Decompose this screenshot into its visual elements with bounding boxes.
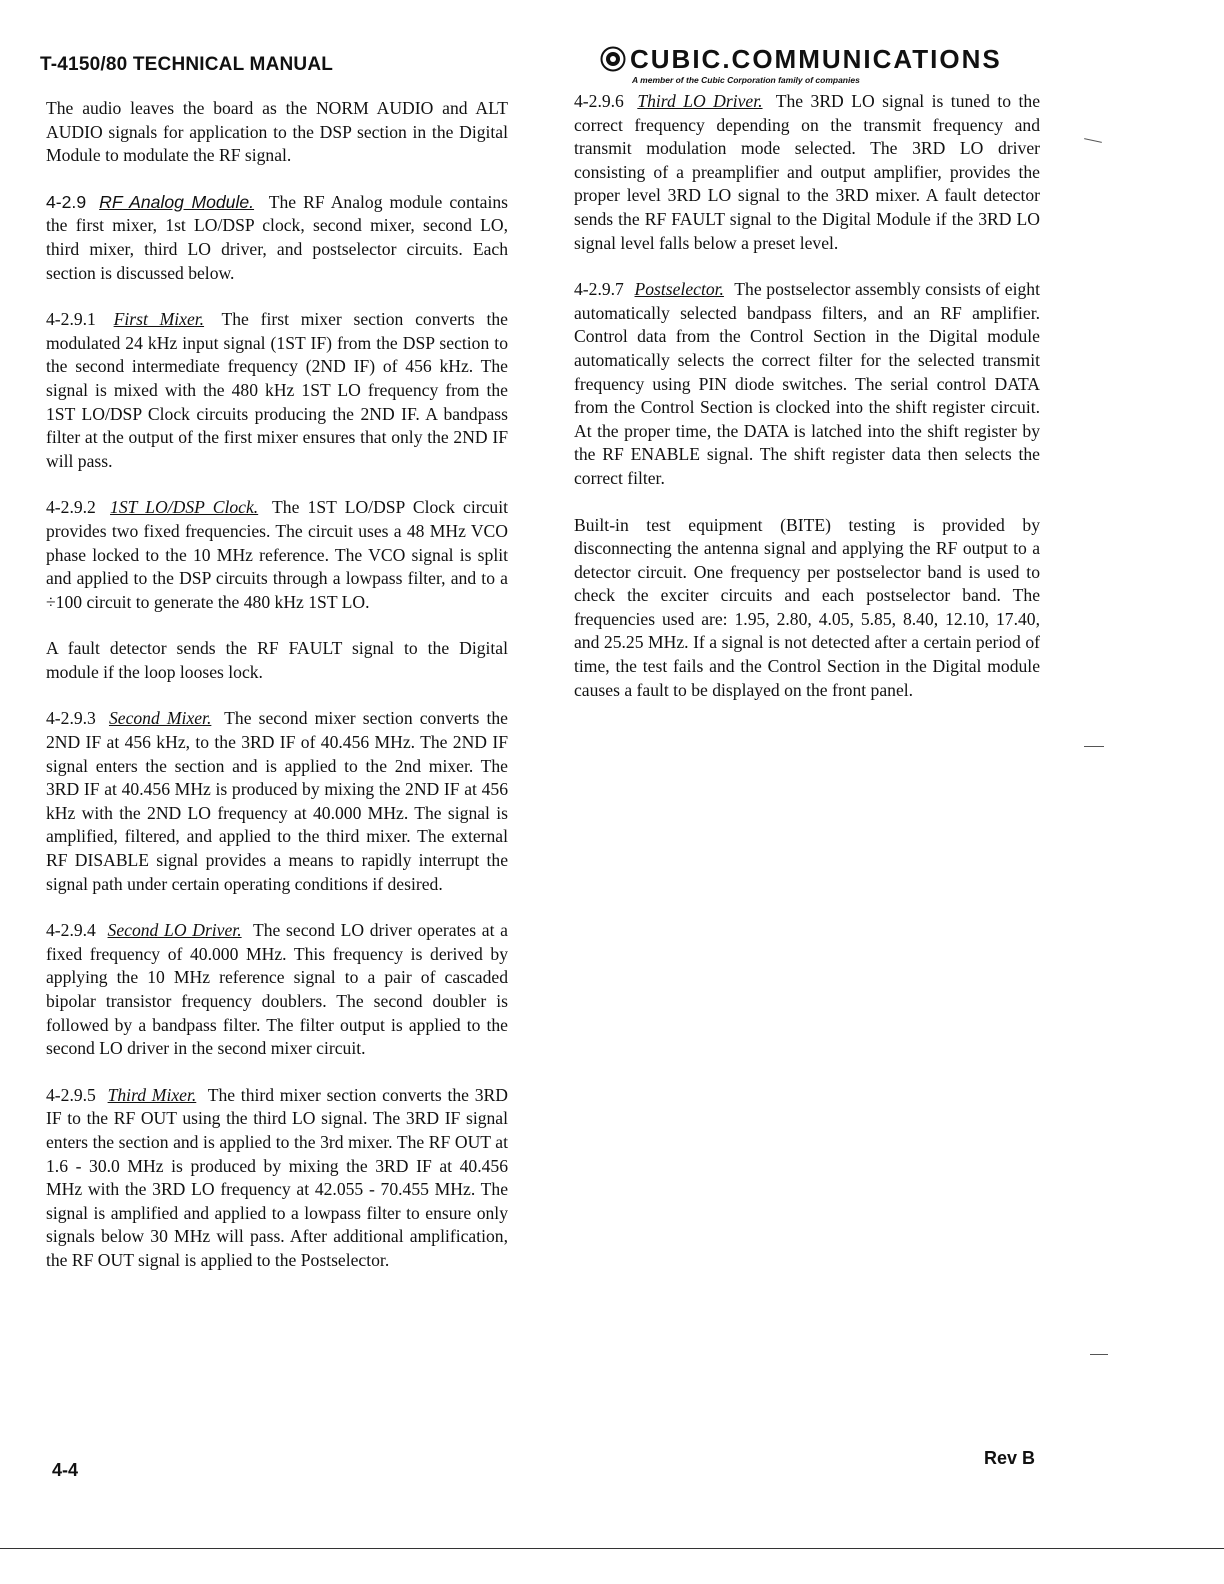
section-title: Second Mixer. [108, 708, 212, 729]
fault-text: A fault detector sends the RF FAULT signal to the Digital module if the loop looses lock. [46, 638, 508, 682]
fault-paragraph [46, 637, 508, 684]
intro-paragraph [46, 97, 508, 168]
section-body: The postselector assembly consists of eight automatically selected bandpass filters, and an RF amplifier. Control data from the Control Section in the Digital module automatically selects the correct filter for the selected transmit frequency using PIN diode switches. The serial control DATA from the Control Section is clocked into the shift register circuit. At the proper time, the DATA is latched into the shift register by the RF ENABLE signal. The shift register data then selects the correct filter. [574, 279, 1040, 488]
page-number: 4-4 [52, 1460, 79, 1480]
section-body: The RF Analog module contains the first mixer, 1st LO/DSP clock, second mixer, second LO, third mixer, third LO driver, and postselector circuits. Each section is discussed below. [46, 191, 508, 283]
intro-text: The audio leaves the board as the NORM AUDIO and ALT AUDIO signals for application to the DSP section in the Digital Module to modulate the RF signal. [46, 98, 508, 166]
section-title: RF Analog Module. [99, 191, 255, 212]
section-4-2-9 [46, 191, 508, 285]
section-4-2-9-6 [574, 90, 1040, 255]
section-number: 4-2.9.2 [46, 497, 96, 518]
company-tagline: A member of the Cubic Corporation family of companies [632, 75, 860, 85]
section-4-2-9-4 [46, 919, 508, 1061]
section-number: 4-2.9.5 [46, 1084, 96, 1105]
section-body: The 3RD LO signal is tuned to the correct frequency depending on the transmit frequency and transmit modulation mode selected. The 3RD LO driver consisting of a preamplifier and output amplifier, provides the proper level 3RD LO signal to the 3RD mixer. A fault detector sends the RF FAULT signal to the Digital Module if the 3RD LO signal level falls below a preset level. [574, 91, 1040, 253]
section-body: The second LO driver operates at a fixed frequency of 40.000 MHz. This frequency is derived by applying the 10 MHz reference signal to a pair of cascaded bipolar transistor frequency doublers. The second doubler is followed by a bandpass filter. The filter output is applied to the second LO driver in the second mixer circuit. [46, 920, 508, 1059]
margin-mark [1084, 138, 1102, 143]
section-title: Third Mixer. [107, 1084, 197, 1105]
margin-mark [1084, 746, 1104, 747]
section-number: 4-2.9.1 [46, 309, 96, 330]
section-number: 4-2.9.6 [574, 91, 624, 111]
margin-mark [1090, 1354, 1108, 1355]
revision-label: Rev B [984, 1448, 1036, 1468]
section-title: Third LO Driver. [637, 91, 763, 111]
section-number: 4-2.9 [46, 191, 87, 212]
section-number: 4-2.9.4 [46, 920, 96, 941]
left-column [46, 97, 508, 1296]
manual-title: T-4150/80 TECHNICAL MANUAL [40, 54, 334, 75]
section-4-2-9-5 [46, 1084, 508, 1273]
section-title: Second LO Driver. [107, 920, 242, 941]
section-title: 1ST LO/DSP Clock. [110, 497, 259, 518]
section-body: The first mixer section converts the modulated 24 kHz input signal (1ST IF) from the DSP section to the second intermediate frequency (2ND IF) of 456 kHz. The signal is mixed with the 480 kHz 1ST LO frequency from the 1ST LO/DSP Clock circuits producing the 2ND IF. A bandpass filter at the output of the first mixer ensures that only the 2ND IF will pass. [46, 309, 508, 471]
section-4-2-9-1 [46, 308, 508, 473]
section-number: 4-2.9.7 [574, 279, 624, 300]
section-body: The second mixer section converts the 2ND IF at 456 kHz, to the 3RD IF of 40.456 MHz. The 2ND IF signal enters the section and is applied to the 2nd mixer. The 3RD IF at 40.456 MHz is produced by mixing the 2ND IF at 456 kHz with the 2ND LO frequency at 40.000 MHz. The signal is amplified, filtered, and applied to the third mixer. The external RF DISABLE signal provides a means to rapidly interrupt the signal path under certain operating conditions if desired. [46, 708, 508, 894]
bite-text: Built-in test equipment (BITE) testing is provided by disconnecting the antenna signal and applying the RF output to a detector circuit. One frequency per postselector band is used to check the exciter circuits and each postselector band. The frequencies used are: 1.95, 2.80, 4.05, 5.85, 8.40, 12.10, 17.40, and 25.25 MHz. If a signal is not detected after a certain period of time, the test fails and the Control Section in the Digital module causes a fault to be displayed on the front panel. [574, 514, 1040, 700]
bottom-rule [0, 1548, 1224, 1549]
cubic-logo-icon [600, 46, 626, 72]
section-number: 4-2.9.3 [46, 708, 96, 729]
right-column [574, 90, 1040, 725]
section-4-2-9-7 [574, 278, 1040, 490]
section-title: Postselector. [634, 279, 724, 300]
bite-paragraph [574, 514, 1040, 703]
company-name: CUBIC.COMMUNICATIONS [630, 44, 1002, 74]
section-4-2-9-2 [46, 496, 508, 614]
section-body: The 1ST LO/DSP Clock circuit provides two fixed frequencies. The circuit uses a 48 MHz VCO phase locked to the 10 MHz reference. The VCO signal is split and applied to the DSP circuits through a lowpass filter, and to a ÷100 circuit to generate the 480 kHz 1ST LO. [46, 497, 508, 612]
section-4-2-9-3 [46, 707, 508, 896]
section-body: The third mixer section converts the 3RD IF to the RF OUT using the third LO signal. The 3RD IF signal enters the section and is applied to the 3rd mixer. The RF OUT at 1.6 - 30.0 MHz is produced by mixing the 3RD IF at 40.456 MHz with the 3RD LO frequency at 42.055 - 70.455 MHz. The signal is amplified and applied to a lowpass filter to ensure only signals below 30 MHz will pass. After additional amplification, the RF OUT signal is applied to the Postselector. [46, 1084, 508, 1270]
section-title: First Mixer. [113, 309, 205, 330]
